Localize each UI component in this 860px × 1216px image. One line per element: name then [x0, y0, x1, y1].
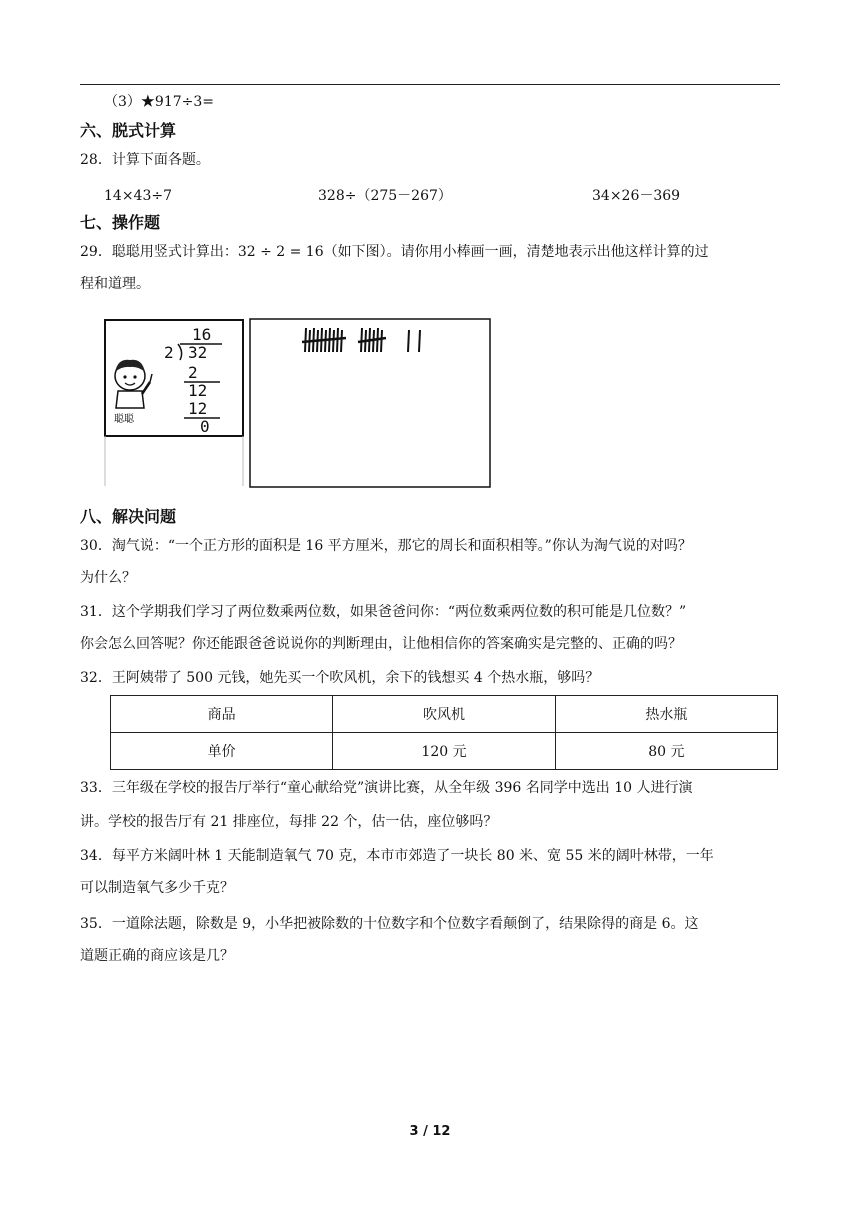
section-7-heading: 七、操作题 [80, 213, 161, 232]
question-30-line-1: 30．淘气说：“一个正方形的面积是 16 平方厘米，那它的周长和面积相等。”你认为淘气说的对吗？ [80, 538, 692, 554]
question-31-line-2: 你会怎么回答呢？你还能跟爸爸说说你的判断理由，让他相信你的答案确实是完整的、正确的吗？ [80, 636, 682, 652]
question-27-item-3: （3）★917÷3= [104, 94, 214, 110]
division-figure-svg [104, 318, 244, 488]
div-step-2: 12 [188, 381, 208, 400]
question-34-line-2: 可以制造氧气多少千克？ [80, 880, 234, 896]
question-33-line-1: 33．三年级在学校的报告厅举行“童心献给党”演讲比赛，从全年级 396 名同学中选出 10 人进行演 [80, 780, 693, 796]
question-32-text: 32．王阿姨带了 500 元钱，她先买一个吹风机，余下的钱想买 4 个热水瓶，够吗？ [80, 670, 600, 686]
question-28-text: 28．计算下面各题。 [80, 152, 210, 168]
boy-name-label: 聪聪 [114, 414, 134, 425]
price-table [110, 695, 778, 770]
question-29-line-2: 程和道理。 [80, 276, 150, 292]
table-header-row [111, 696, 778, 733]
table-row [111, 733, 778, 770]
div-dividend: 32 [188, 343, 208, 362]
question-31-line-1: 31．这个学期我们学习了两位数乘两位数，如果爸爸问你：“两位数乘两位数的积可能是几位数？” [80, 604, 687, 620]
table-cell: 吹风机 [333, 696, 555, 733]
div-step-3: 12 [188, 399, 208, 418]
question-35-line-1: 35．一道除法题，除数是 9，小华把被除数的十位数字和个位数字看颠倒了，结果除得的商是 6。这 [80, 916, 699, 932]
table-cell: 80 元 [555, 733, 777, 770]
table-cell: 热水瓶 [555, 696, 777, 733]
calc-item-3: 34×26－369 [592, 188, 681, 204]
calc-item-2: 328÷（275－267） [318, 188, 452, 204]
table-cell: 单价 [111, 733, 333, 770]
table-cell: 商品 [111, 696, 333, 733]
header-rule [80, 84, 780, 85]
div-remainder: 0 [200, 417, 210, 436]
div-divisor: 2 [164, 343, 174, 362]
calc-item-1: 14×43÷7 [104, 188, 172, 204]
question-29-line-1: 29．聪聪用竖式计算出：32 ÷ 2 = 16（如下图）。请你用小棒画一画，清楚地表示出他这样计算的过 [80, 244, 709, 260]
division-figure [104, 318, 244, 488]
question-34-line-1: 34．每平方米阔叶林 1 天能制造氧气 70 克，本市市郊造了一块长 80 米、宽 55 米的阔叶林带，一年 [80, 848, 714, 864]
question-35-line-2: 道题正确的商应该是几？ [80, 948, 234, 964]
section-8-heading: 八、解决问题 [80, 507, 177, 526]
section-6-heading: 六、脱式计算 [80, 121, 177, 140]
question-30-line-2: 为什么？ [80, 570, 136, 586]
table-cell: 120 元 [333, 733, 555, 770]
sticks-drawing-box [249, 318, 493, 490]
div-step-1: 2 [188, 363, 198, 382]
div-quotient: 16 [192, 325, 212, 344]
page-number: 3 / 12 [409, 1124, 451, 1139]
question-33-line-2: 讲。学校的报告厅有 21 排座位，每排 22 个，估一估，座位够吗？ [80, 814, 498, 830]
sticks-svg [249, 318, 493, 490]
